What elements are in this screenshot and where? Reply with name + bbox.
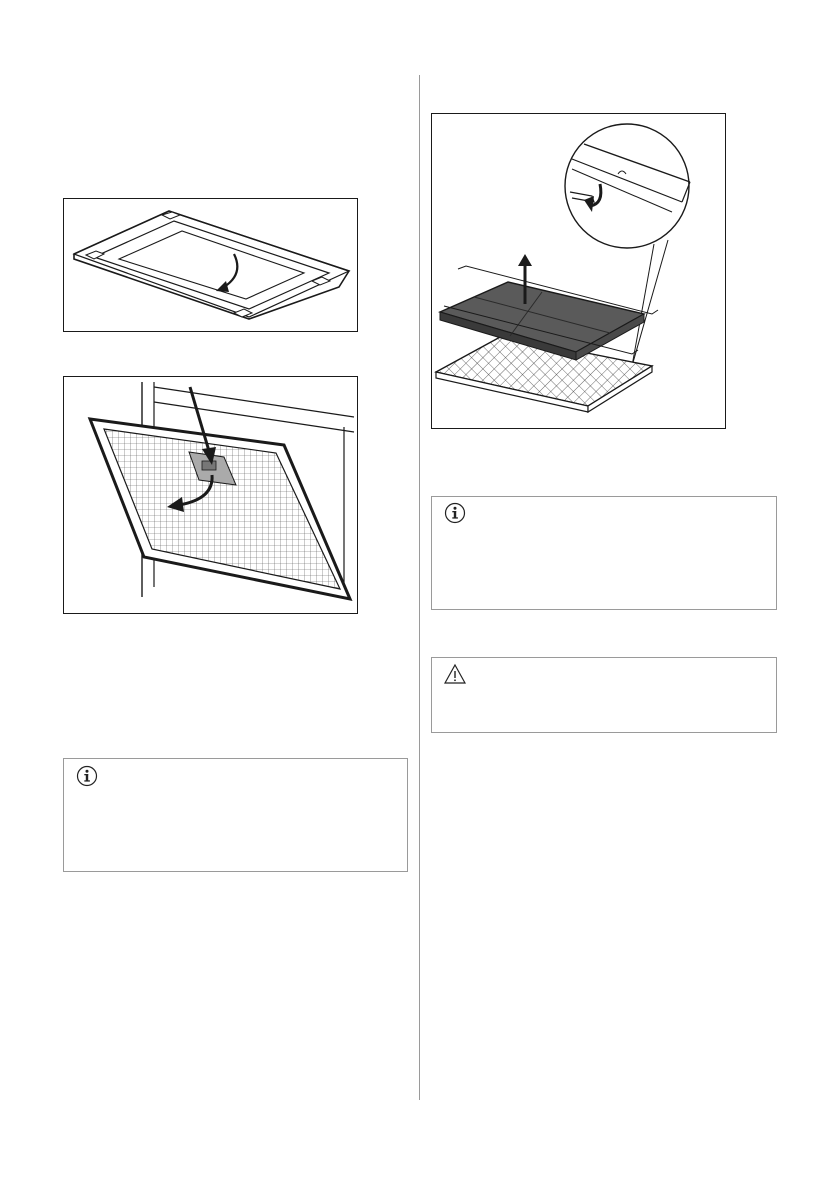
grease-filter-removal-illustration <box>64 377 357 613</box>
info-icon <box>76 765 98 787</box>
info-icon <box>444 502 466 524</box>
figure-carbon-filter <box>431 113 726 429</box>
figure-hood-panel <box>63 198 358 332</box>
warning-icon <box>444 663 466 685</box>
figure-grease-filter <box>63 376 358 614</box>
info-note-box-right <box>431 496 777 610</box>
warning-note-box <box>431 657 777 733</box>
column-divider <box>419 75 420 1100</box>
carbon-filter-removal-illustration <box>432 114 725 428</box>
info-note-box <box>63 758 408 872</box>
hood-panel-rotate-illustration <box>64 199 357 331</box>
